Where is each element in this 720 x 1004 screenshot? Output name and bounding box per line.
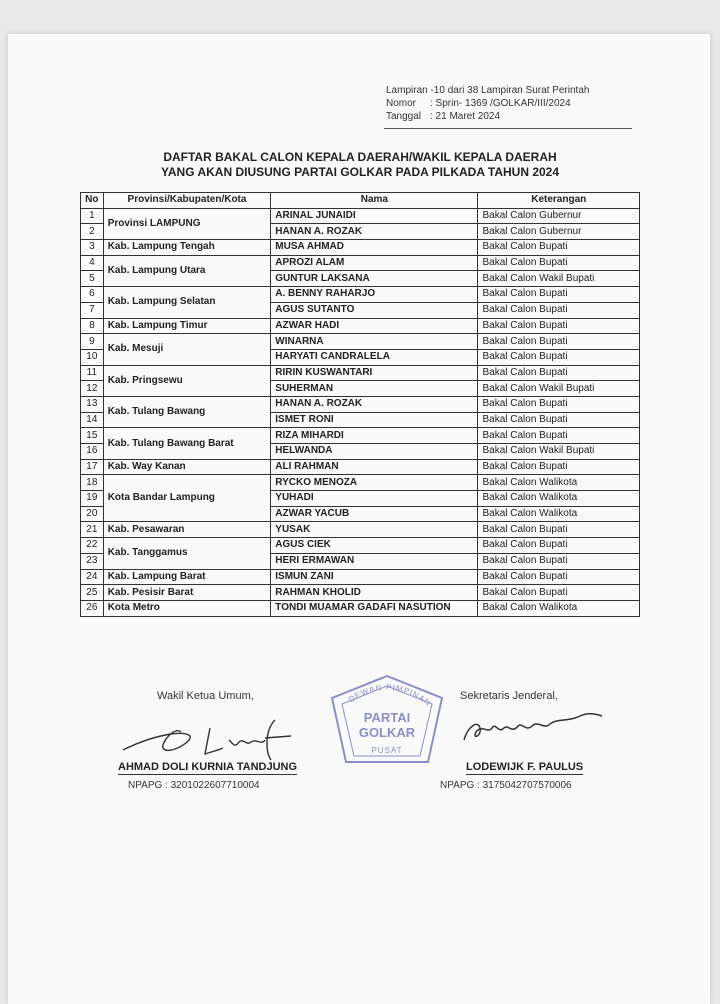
cell-region: Kab. Tulang Bawang Barat [103, 428, 271, 459]
right-signature-icon [458, 706, 608, 750]
cell-region: Kab. Pesawaran [103, 522, 271, 538]
cell-name: HANAN A. ROZAK [271, 224, 478, 240]
cell-keterangan: Bakal Calon Wakil Bupati [478, 444, 640, 460]
tanggal-label: Tanggal [386, 111, 422, 122]
cell-keterangan: Bakal Calon Bupati [478, 538, 640, 554]
table-row [81, 600, 640, 616]
cell-keterangan: Bakal Calon Bupati [478, 302, 640, 318]
stamp-line-2: GOLKAR [358, 725, 416, 740]
cell-no: 14 [81, 412, 104, 428]
cell-no: 12 [81, 381, 104, 397]
cell-no: 20 [81, 506, 104, 522]
cell-region: Kab. Lampung Barat [103, 569, 271, 585]
cell-no: 17 [81, 459, 104, 475]
table-row [81, 569, 640, 585]
cell-region: Kab. Tulang Bawang [103, 396, 271, 427]
cell-no: 11 [81, 365, 104, 381]
cell-keterangan: Bakal Calon Bupati [478, 428, 640, 444]
cell-name: AGUS SUTANTO [271, 302, 478, 318]
cell-name: YUSAK [271, 522, 478, 538]
cell-region: Kab. Lampung Utara [103, 255, 271, 286]
cell-no: 9 [81, 334, 104, 350]
stamp-line-1: PARTAI [363, 710, 411, 725]
nomor-label: Nomor [386, 98, 417, 109]
cell-no: 10 [81, 349, 104, 365]
cell-no: 22 [81, 538, 104, 554]
table-row [81, 240, 640, 256]
cell-no: 26 [81, 600, 104, 616]
stamp-line-3: PUSAT [371, 746, 403, 755]
right-signatory-role: Sekretaris Jenderal, [460, 690, 558, 702]
cell-name: ARINAL JUNAIDI [271, 208, 478, 224]
cell-keterangan: Bakal Calon Bupati [478, 553, 640, 569]
cell-no: 6 [81, 287, 104, 303]
table-row [81, 538, 640, 554]
letter-reference [386, 84, 589, 123]
cell-no: 19 [81, 491, 104, 507]
cell-keterangan: Bakal Calon Bupati [478, 412, 640, 428]
right-signatory-name: LODEWIJK F. PAULUS [466, 761, 584, 773]
cell-keterangan: Bakal Calon Bupati [478, 334, 640, 350]
cell-keterangan: Bakal Calon Bupati [478, 365, 640, 381]
table-header-row [81, 193, 640, 209]
cell-keterangan: Bakal Calon Wakil Bupati [478, 381, 640, 397]
cell-name: HARYATI CANDRALELA [271, 349, 478, 365]
cell-name: YUHADI [271, 491, 478, 507]
cell-no: 15 [81, 428, 104, 444]
cell-no: 1 [81, 208, 104, 224]
cell-keterangan: Bakal Calon Bupati [478, 240, 640, 256]
cell-no: 2 [81, 224, 104, 240]
cell-no: 25 [81, 585, 104, 601]
cell-keterangan: Bakal Calon Gubernur [478, 208, 640, 224]
tanggal-value: : 21 Maret 2024 [430, 111, 501, 122]
cell-name: AGUS CIEK [271, 538, 478, 554]
cell-keterangan: Bakal Calon Bupati [478, 522, 640, 538]
cell-region: Kota Bandar Lampung [103, 475, 271, 522]
left-signatory-npapg: NPAPG : 3201022607710004 [128, 780, 260, 791]
table-row [81, 365, 640, 381]
candidate-table [80, 192, 640, 617]
title-line-1: DAFTAR BAKAL CALON KEPALA DAERAH/WAKIL KEPALA DAERAH [163, 150, 557, 164]
cell-name: SUHERMAN [271, 381, 478, 397]
cell-name: ALI RAHMAN [271, 459, 478, 475]
header-keterangan: Keterangan [478, 193, 640, 209]
cell-name: A. BENNY RAHARJO [271, 287, 478, 303]
cell-name: ISMUN ZANI [271, 569, 478, 585]
cell-name: RIRIN KUSWANTARI [271, 365, 478, 381]
table-row [81, 459, 640, 475]
cell-region: Kab. Tanggamus [103, 538, 271, 569]
left-signatory-name: AHMAD DOLI KURNIA TANDJUNG [118, 761, 298, 773]
cell-name: GUNTUR LAKSANA [271, 271, 478, 287]
cell-keterangan: Bakal Calon Bupati [478, 569, 640, 585]
cell-name: RYCKO MENOZA [271, 475, 478, 491]
cell-keterangan: Bakal Calon Walikota [478, 600, 640, 616]
cell-keterangan: Bakal Calon Bupati [478, 349, 640, 365]
header-region: Provinsi/Kabupaten/Kota [103, 193, 271, 209]
cell-no: 8 [81, 318, 104, 334]
cell-keterangan: Bakal Calon Bupati [478, 255, 640, 271]
cell-name: MUSA AHMAD [271, 240, 478, 256]
cell-name: RIZA MIHARDI [271, 428, 478, 444]
stamp-arc-text: DEWAN PIMPINAN [347, 682, 433, 709]
cell-region: Provinsi LAMPUNG [103, 208, 271, 239]
cell-name: TONDI MUAMAR GADAFI NASUTION [271, 600, 478, 616]
nomor-value: : Sprin- 1369 /GOLKAR/III/2024 [430, 98, 571, 109]
table-body [81, 208, 640, 616]
cell-keterangan: Bakal Calon Bupati [478, 287, 640, 303]
cell-region: Kab. Lampung Timur [103, 318, 271, 334]
table-row [81, 255, 640, 271]
title-line-2: YANG AKAN DIUSUNG PARTAI GOLKAR PADA PILKADA TAHUN 2024 [160, 165, 560, 179]
cell-region: Kota Metro [103, 600, 271, 616]
table-row [81, 318, 640, 334]
cell-name: AZWAR HADI [271, 318, 478, 334]
cell-name: HELWANDA [271, 444, 478, 460]
cell-name: RAHMAN KHOLID [271, 585, 478, 601]
cell-no: 23 [81, 553, 104, 569]
cell-name: HERI ERMAWAN [271, 553, 478, 569]
cell-keterangan: Bakal Calon Walikota [478, 475, 640, 491]
table-row [81, 334, 640, 350]
cell-name: ISMET RONI [271, 412, 478, 428]
party-stamp-icon [328, 672, 446, 774]
table-row [81, 475, 640, 491]
cell-no: 16 [81, 444, 104, 460]
left-signatory-role: Wakil Ketua Umum, [157, 690, 254, 702]
table-row [81, 522, 640, 538]
header-underline [384, 128, 632, 129]
document-title [80, 150, 640, 180]
cell-keterangan: Bakal Calon Walikota [478, 506, 640, 522]
cell-region: Kab. Mesuji [103, 334, 271, 365]
cell-no: 4 [81, 255, 104, 271]
cell-name: APROZI ALAM [271, 255, 478, 271]
cell-no: 18 [81, 475, 104, 491]
cell-keterangan: Bakal Calon Bupati [478, 396, 640, 412]
right-signatory-npapg: NPAPG : 3175042707570006 [440, 780, 572, 791]
table-row [81, 428, 640, 444]
header-no: No [81, 193, 104, 209]
cell-no: 5 [81, 271, 104, 287]
cell-region: Kab. Lampung Selatan [103, 287, 271, 318]
cell-region: Kab. Pesisir Barat [103, 585, 271, 601]
cell-keterangan: Bakal Calon Bupati [478, 459, 640, 475]
attachment-line: Lampiran -10 dari 38 Lampiran Surat Perintah [386, 85, 590, 96]
table-row [81, 287, 640, 303]
cell-no: 3 [81, 240, 104, 256]
cell-no: 24 [81, 569, 104, 585]
cell-name: WINARNA [271, 334, 478, 350]
cell-keterangan: Bakal Calon Bupati [478, 585, 640, 601]
cell-keterangan: Bakal Calon Wakil Bupati [478, 271, 640, 287]
cell-region: Kab. Way Kanan [103, 459, 271, 475]
cell-region: Kab. Lampung Tengah [103, 240, 271, 256]
left-signature-icon [115, 712, 315, 764]
cell-name: HANAN A. ROZAK [271, 396, 478, 412]
header-name: Nama [271, 193, 478, 209]
table-row [81, 396, 640, 412]
cell-keterangan: Bakal Calon Bupati [478, 318, 640, 334]
cell-keterangan: Bakal Calon Gubernur [478, 224, 640, 240]
table-row [81, 585, 640, 601]
cell-region: Kab. Pringsewu [103, 365, 271, 396]
cell-no: 7 [81, 302, 104, 318]
cell-keterangan: Bakal Calon Walikota [478, 491, 640, 507]
cell-name: AZWAR YACUB [271, 506, 478, 522]
table-row [81, 208, 640, 224]
cell-no: 21 [81, 522, 104, 538]
cell-no: 13 [81, 396, 104, 412]
